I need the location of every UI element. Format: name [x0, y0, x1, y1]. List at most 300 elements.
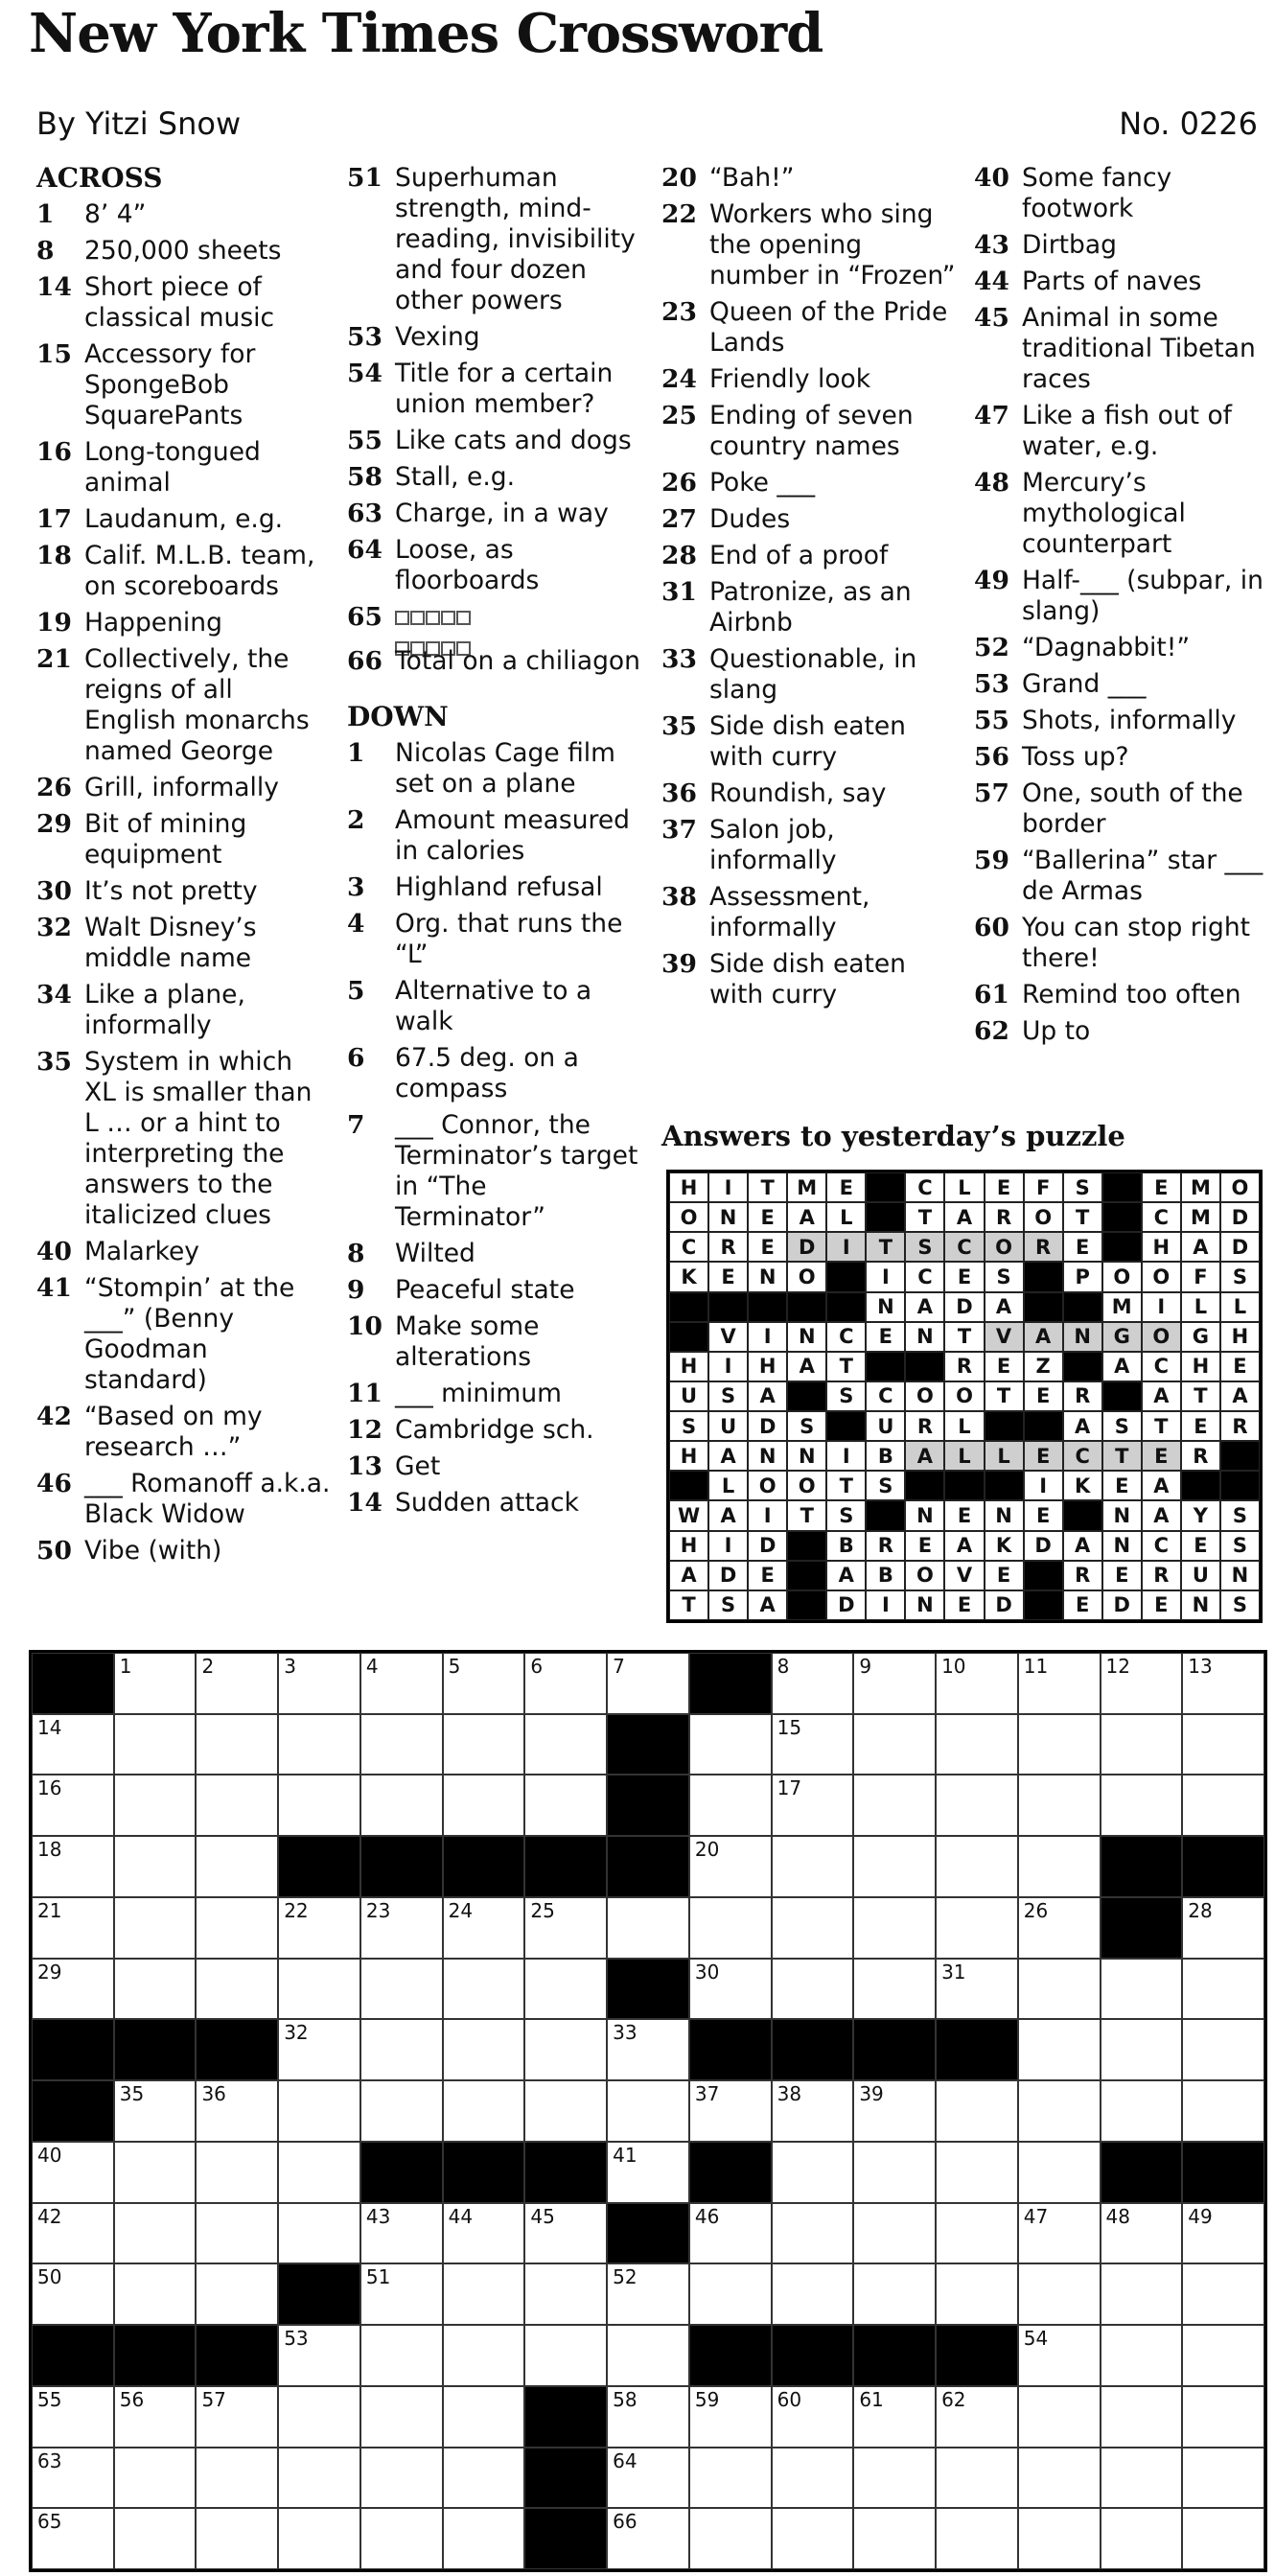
crossword-cell[interactable] — [443, 1653, 525, 1714]
clue-text: “Stompin’ at the ___” (Benny Goodman standard) — [84, 1273, 295, 1395]
crossword-cell[interactable] — [1018, 1775, 1101, 1836]
crossword-cell[interactable] — [1101, 2325, 1183, 2386]
answer-letter: U — [1181, 1561, 1220, 1590]
answer-letter: M — [1181, 1172, 1220, 1202]
crossword-cell[interactable] — [772, 1959, 854, 2020]
crossword-cell[interactable] — [1182, 1775, 1264, 1836]
crossword-cell[interactable] — [360, 1775, 443, 1836]
clue-text: Amount measured in calories — [395, 805, 630, 866]
crossword-cell[interactable] — [278, 1897, 360, 1959]
crossword-cell[interactable] — [1182, 1897, 1264, 1959]
crossword-cell[interactable] — [278, 2448, 360, 2509]
clue-number: 53 — [347, 322, 382, 352]
clue-item — [36, 876, 332, 907]
answer-letter: H — [669, 1441, 708, 1471]
answer-black-square — [826, 1262, 866, 1291]
crossword-cell[interactable] — [196, 2508, 278, 2569]
crossword-cell[interactable] — [853, 2263, 936, 2325]
crossword-cell[interactable] — [524, 1653, 607, 1714]
crossword-cell[interactable] — [114, 2508, 197, 2569]
crossword-cell[interactable] — [443, 1775, 525, 1836]
crossword-cell[interactable] — [1101, 2448, 1183, 2509]
crossword-cell[interactable] — [524, 1775, 607, 1836]
crossword-cell[interactable] — [524, 2019, 607, 2080]
clue-number: 25 — [661, 401, 697, 430]
answer-letter: E — [866, 1322, 905, 1352]
crossword-cell[interactable] — [1018, 1959, 1101, 2020]
answer-letter: L — [826, 1202, 866, 1232]
cell-number: 6 — [530, 1655, 544, 1678]
answer-black-square — [787, 1590, 826, 1620]
crossword-cell[interactable] — [1018, 2448, 1101, 2509]
crossword-cell[interactable] — [1101, 1714, 1183, 1775]
black-square — [278, 1836, 360, 1897]
crossword-cell[interactable] — [607, 1653, 689, 1714]
crossword-cell[interactable] — [278, 2142, 360, 2203]
crossword-cell[interactable] — [1101, 2508, 1183, 2569]
crossword-cell[interactable] — [607, 1897, 689, 1959]
crossword-cell[interactable] — [196, 1653, 278, 1714]
crossword-cell[interactable] — [443, 2080, 525, 2142]
clue-number: 6 — [347, 1043, 365, 1073]
clue-text: You can stop right there! — [1022, 913, 1251, 973]
crossword-cell[interactable] — [689, 2448, 772, 2509]
crossword-cell[interactable] — [689, 1959, 772, 2020]
clue-number: 11 — [347, 1379, 382, 1408]
crossword-cell[interactable] — [689, 1714, 772, 1775]
crossword-cell[interactable] — [278, 1775, 360, 1836]
crossword-cell[interactable] — [443, 2508, 525, 2569]
crossword-cell[interactable] — [443, 2019, 525, 2080]
crossword-cell[interactable] — [524, 1897, 607, 1959]
crossword-cell[interactable] — [196, 1714, 278, 1775]
crossword-cell[interactable] — [443, 1959, 525, 2020]
crossword-cell[interactable] — [1018, 2142, 1101, 2203]
crossword-cell[interactable] — [114, 1836, 197, 1897]
crossword-cell[interactable] — [1018, 1714, 1101, 1775]
crossword-cell[interactable] — [443, 2203, 525, 2264]
answer-letter: S — [669, 1411, 708, 1441]
answer-letter: A — [787, 1352, 826, 1381]
crossword-cell[interactable] — [32, 1836, 114, 1897]
cell-number: 33 — [613, 2021, 638, 2045]
answer-letter: I — [1142, 1292, 1181, 1322]
crossword-cell[interactable] — [32, 2142, 114, 2203]
crossword-cell[interactable] — [853, 2386, 936, 2448]
crossword-cell[interactable] — [360, 2508, 443, 2569]
crossword-cell[interactable] — [936, 2142, 1018, 2203]
clue-text: ___ minimum — [395, 1379, 562, 1408]
cell-number: 31 — [941, 1960, 966, 1984]
crossword-cell[interactable] — [278, 1959, 360, 2020]
crossword-cell[interactable] — [114, 2203, 197, 2264]
crossword-cell[interactable] — [607, 2448, 689, 2509]
crossword-cell[interactable] — [32, 1714, 114, 1775]
crossword-cell[interactable] — [772, 1714, 854, 1775]
crossword-cell[interactable] — [278, 1714, 360, 1775]
crossword-cell[interactable] — [524, 2203, 607, 2264]
crossword-cell[interactable] — [278, 2325, 360, 2386]
answer-letter: D — [1102, 1590, 1142, 1620]
clue-text: Like cats and dogs — [395, 426, 632, 455]
crossword-cell[interactable] — [114, 2386, 197, 2448]
clue-text: Mercury’s mythological counterpart — [1022, 468, 1186, 559]
answer-letter: L — [708, 1471, 748, 1500]
crossword-cell[interactable] — [524, 2080, 607, 2142]
crossword-cell[interactable] — [196, 1897, 278, 1959]
crossword-cell[interactable] — [853, 1653, 936, 1714]
clue-text: Workers who sing the opening number in “Frozen” — [709, 199, 956, 290]
crossword-cell[interactable] — [772, 2203, 854, 2264]
crossword-cell[interactable] — [772, 2142, 854, 2203]
crossword-cell[interactable] — [1182, 2019, 1264, 2080]
clue-number: 8 — [36, 236, 55, 266]
clue-text: Like a fish out of water, e.g. — [1022, 401, 1233, 461]
answer-letter: I — [1024, 1471, 1063, 1500]
answer-black-square — [826, 1292, 866, 1322]
crossword-cell[interactable] — [1101, 2386, 1183, 2448]
crossword-cell[interactable] — [936, 1836, 1018, 1897]
crossword-cell[interactable] — [772, 2386, 854, 2448]
crossword-cell[interactable] — [114, 1714, 197, 1775]
crossword-cell[interactable] — [360, 2080, 443, 2142]
crossword-cell[interactable] — [360, 1714, 443, 1775]
crossword-cell[interactable] — [1101, 2203, 1183, 2264]
crossword-cell[interactable] — [524, 2325, 607, 2386]
clue-item — [661, 711, 957, 773]
clue-number: 37 — [661, 815, 697, 845]
crossword-cell[interactable] — [689, 2080, 772, 2142]
clue-item — [661, 297, 957, 359]
crossword-cell[interactable] — [1101, 2080, 1183, 2142]
answer-letter: I — [866, 1262, 905, 1291]
answer-letter: L — [944, 1172, 984, 1202]
crossword-cell[interactable] — [772, 2448, 854, 2509]
crossword-cell[interactable] — [1018, 2386, 1101, 2448]
crossword-cell[interactable] — [607, 2325, 689, 2386]
crossword-cell[interactable] — [853, 2080, 936, 2142]
answer-letter: N — [1063, 1322, 1102, 1352]
crossword-cell[interactable] — [1018, 2203, 1101, 2264]
answer-letter: S — [985, 1262, 1024, 1291]
black-square — [936, 2325, 1018, 2386]
crossword-cell[interactable] — [443, 2263, 525, 2325]
crossword-cell[interactable] — [1018, 2080, 1101, 2142]
clue-item — [974, 706, 1269, 736]
clue-number: 55 — [974, 706, 1009, 735]
crossword-cell[interactable] — [772, 1897, 854, 1959]
clue-item — [347, 602, 642, 640]
crossword-cell[interactable] — [32, 1897, 114, 1959]
crossword-cell[interactable] — [772, 1836, 854, 1897]
crossword-cell[interactable] — [196, 2203, 278, 2264]
clue-text: Accessory for SpongeBob SquarePants — [84, 339, 256, 430]
crossword-cell[interactable] — [853, 2142, 936, 2203]
crossword-cell[interactable] — [32, 1959, 114, 2020]
crossword-cell[interactable] — [936, 1714, 1018, 1775]
crossword-cell[interactable] — [443, 2386, 525, 2448]
crossword-cell[interactable] — [689, 1775, 772, 1836]
crossword-cell[interactable] — [32, 2203, 114, 2264]
clue-item — [347, 976, 642, 1037]
cell-number: 52 — [613, 2265, 638, 2289]
crossword-cell[interactable] — [1101, 1653, 1183, 1714]
crossword-cell[interactable] — [443, 2448, 525, 2509]
answer-letter: S — [1220, 1500, 1260, 1530]
clue-item — [347, 1311, 642, 1373]
crossword-cell[interactable] — [32, 2508, 114, 2569]
clue-number: 28 — [661, 541, 697, 570]
cell-number: 43 — [365, 2204, 391, 2228]
crossword-cell[interactable] — [196, 2448, 278, 2509]
black-square — [689, 2019, 772, 2080]
crossword-cell[interactable] — [278, 2019, 360, 2080]
crossword-cell[interactable] — [607, 2142, 689, 2203]
answer-letter: A — [748, 1381, 787, 1411]
clue-number: 43 — [974, 230, 1009, 260]
crossword-cell[interactable] — [114, 1653, 197, 1714]
crossword-cell[interactable] — [1182, 2508, 1264, 2569]
answer-letter: T — [985, 1381, 1024, 1411]
answer-letter: N — [985, 1500, 1024, 1530]
crossword-cell[interactable] — [936, 2263, 1018, 2325]
crossword-cell[interactable] — [936, 2080, 1018, 2142]
answer-letter: N — [708, 1202, 748, 1232]
answer-letter: E — [708, 1262, 748, 1291]
crossword-cell[interactable] — [772, 2080, 854, 2142]
answer-black-square — [1102, 1381, 1142, 1411]
crossword-cell[interactable] — [114, 2142, 197, 2203]
cell-number: 60 — [777, 2387, 802, 2411]
crossword-cell[interactable] — [1018, 2508, 1101, 2569]
crossword-cell[interactable] — [114, 1959, 197, 2020]
crossword-cell[interactable] — [607, 2080, 689, 2142]
cell-number: 38 — [777, 2082, 802, 2106]
crossword-cell[interactable] — [114, 2263, 197, 2325]
crossword-cell[interactable] — [936, 1775, 1018, 1836]
answer-letter: W — [669, 1500, 708, 1530]
crossword-cell[interactable] — [278, 2080, 360, 2142]
clue-text: Side dish eaten with curry — [709, 949, 906, 1010]
answer-letter: E — [944, 1590, 984, 1620]
clue-item — [347, 1415, 642, 1446]
crossword-cell[interactable] — [936, 2386, 1018, 2448]
crossword-cell[interactable] — [196, 1836, 278, 1897]
answer-letter: I — [708, 1352, 748, 1381]
answer-letter: A — [1181, 1232, 1220, 1262]
crossword-cell[interactable] — [196, 2386, 278, 2448]
clue-item — [661, 815, 957, 876]
crossword-cell[interactable] — [936, 1959, 1018, 2020]
crossword-cell[interactable] — [360, 2386, 443, 2448]
clue-number: 62 — [974, 1016, 1009, 1046]
crossword-cell[interactable] — [360, 1897, 443, 1959]
crossword-cell[interactable] — [278, 2386, 360, 2448]
crossword-cell[interactable] — [1018, 2019, 1101, 2080]
black-square — [607, 2203, 689, 2264]
crossword-cell[interactable] — [360, 2448, 443, 2509]
black-square — [360, 1836, 443, 1897]
crossword-cell[interactable] — [772, 1775, 854, 1836]
answer-letter: E — [748, 1202, 787, 1232]
crossword-cell[interactable] — [1018, 1897, 1101, 1959]
crossword-cell[interactable] — [607, 2386, 689, 2448]
cell-number: 2 — [201, 1655, 215, 1678]
cell-number: 3 — [284, 1655, 296, 1678]
crossword-cell[interactable] — [689, 1897, 772, 1959]
crossword-cell[interactable] — [936, 1653, 1018, 1714]
crossword-cell[interactable] — [1182, 1714, 1264, 1775]
crossword-cell[interactable] — [196, 1959, 278, 2020]
answer-black-square — [1024, 1590, 1063, 1620]
crossword-cell[interactable] — [1182, 2263, 1264, 2325]
crossword-cell[interactable] — [114, 2448, 197, 2509]
crossword-cell[interactable] — [1182, 2203, 1264, 2264]
answer-letter: M — [787, 1172, 826, 1202]
crossword-cell[interactable] — [689, 2203, 772, 2264]
crossword-cell[interactable] — [853, 2508, 936, 2569]
answer-letter: O — [905, 1381, 944, 1411]
crossword-cell[interactable] — [853, 1775, 936, 1836]
clue-item — [974, 633, 1269, 663]
crossword-cell[interactable] — [524, 2263, 607, 2325]
answer-letter: R — [1063, 1561, 1102, 1590]
crossword-cell[interactable] — [853, 1836, 936, 1897]
answer-black-square — [866, 1202, 905, 1232]
crossword-cell[interactable] — [1182, 2386, 1264, 2448]
answer-letter: L — [985, 1441, 1024, 1471]
crossword-cell[interactable] — [196, 2080, 278, 2142]
crossword-cell[interactable] — [936, 1897, 1018, 1959]
crossword-cell[interactable] — [360, 1959, 443, 2020]
across-clues-part-1 — [36, 199, 332, 1566]
clue-item — [661, 199, 957, 291]
answer-letter: O — [787, 1471, 826, 1500]
crossword-cell[interactable] — [114, 2080, 197, 2142]
crossword-cell[interactable] — [1018, 2263, 1101, 2325]
crossword-cell[interactable] — [1018, 1836, 1101, 1897]
crossword-cell[interactable] — [936, 2508, 1018, 2569]
answer-black-square — [1220, 1441, 1260, 1471]
crossword-cell[interactable] — [360, 2019, 443, 2080]
crossword-cell[interactable] — [114, 1897, 197, 1959]
crossword-cell[interactable] — [32, 2263, 114, 2325]
crossword-cell[interactable] — [1101, 2019, 1183, 2080]
crossword-cell[interactable] — [772, 2508, 854, 2569]
crossword-cell[interactable] — [689, 2263, 772, 2325]
crossword-cell[interactable] — [1182, 2325, 1264, 2386]
answer-letter: R — [1220, 1411, 1260, 1441]
clue-text: Questionable, in slang — [709, 644, 917, 705]
crossword-cell[interactable] — [32, 1775, 114, 1836]
crossword-cell[interactable] — [114, 1775, 197, 1836]
crossword-cell[interactable] — [32, 2448, 114, 2509]
clue-item — [347, 738, 642, 800]
crossword-cell[interactable] — [278, 1653, 360, 1714]
crossword-cell[interactable] — [607, 2508, 689, 2569]
crossword-cell[interactable] — [689, 2508, 772, 2569]
crossword-cell[interactable] — [360, 2263, 443, 2325]
crossword-cell[interactable] — [443, 1897, 525, 1959]
cell-number: 20 — [694, 1838, 720, 1862]
answer-letter: E — [985, 1561, 1024, 1590]
answer-letter: R — [944, 1352, 984, 1381]
clue-number: 36 — [661, 778, 697, 808]
crossword-cell[interactable] — [1101, 1959, 1183, 2020]
crossword-cell[interactable] — [689, 1836, 772, 1897]
clue-number: 1 — [36, 199, 55, 229]
across-heading: ACROSS — [36, 162, 163, 194]
crossword-cell[interactable] — [607, 2263, 689, 2325]
crossword-cell[interactable] — [278, 2203, 360, 2264]
crossword-cell[interactable] — [853, 1897, 936, 1959]
black-square — [360, 2142, 443, 2203]
cell-number: 37 — [694, 2082, 720, 2106]
crossword-cell[interactable] — [853, 2203, 936, 2264]
answer-letter: E — [905, 1531, 944, 1561]
cell-number: 10 — [941, 1655, 966, 1678]
crossword-cell[interactable] — [689, 2386, 772, 2448]
crossword-cell[interactable] — [1018, 2325, 1101, 2386]
crossword-cell[interactable] — [772, 1653, 854, 1714]
crossword-cell[interactable] — [772, 2263, 854, 2325]
answer-letter: M — [1181, 1202, 1220, 1232]
answer-letter: S — [1220, 1262, 1260, 1291]
crossword-cell[interactable] — [936, 2203, 1018, 2264]
crossword-cell[interactable] — [524, 1714, 607, 1775]
crossword-cell[interactable] — [853, 2448, 936, 2509]
answer-letter: E — [1220, 1352, 1260, 1381]
black-square — [1182, 2142, 1264, 2203]
crossword-cell[interactable] — [196, 2142, 278, 2203]
clue-item — [36, 504, 332, 535]
crossword-cell[interactable] — [443, 2325, 525, 2386]
crossword-cell[interactable] — [1182, 2080, 1264, 2142]
crossword-cell[interactable] — [1182, 2448, 1264, 2509]
crossword-cell[interactable] — [607, 2019, 689, 2080]
clue-text: Short piece of classical music — [84, 272, 275, 333]
crossword-cell[interactable] — [853, 1959, 936, 2020]
crossword-cell[interactable] — [443, 1714, 525, 1775]
answer-letter: A — [1142, 1500, 1181, 1530]
crossword-cell[interactable] — [360, 2325, 443, 2386]
crossword-cell[interactable] — [360, 1653, 443, 1714]
answer-black-square — [748, 1292, 787, 1322]
clue-number: 49 — [974, 566, 1009, 595]
crossword-cell[interactable] — [196, 1775, 278, 1836]
crossword-cell[interactable] — [853, 1714, 936, 1775]
crossword-cell[interactable] — [1101, 1775, 1183, 1836]
clue-item — [661, 949, 957, 1010]
crossword-cell[interactable] — [196, 2263, 278, 2325]
crossword-cell[interactable] — [524, 1959, 607, 2020]
crossword-cell[interactable] — [1018, 1653, 1101, 1714]
answer-black-square — [669, 1322, 708, 1352]
clue-number: 22 — [661, 199, 697, 229]
clue-text: Nicolas Cage film set on a plane — [395, 738, 615, 799]
answer-letter: D — [1220, 1232, 1260, 1262]
crossword-cell[interactable] — [1182, 1653, 1264, 1714]
crossword-cell[interactable] — [936, 2448, 1018, 2509]
crossword-cell[interactable] — [32, 2386, 114, 2448]
answer-letter: U — [708, 1411, 748, 1441]
crossword-cell[interactable] — [278, 2508, 360, 2569]
crossword-cell[interactable] — [1182, 1959, 1264, 2020]
crossword-cell[interactable] — [360, 2203, 443, 2264]
answer-letter: E — [985, 1352, 1024, 1381]
cell-number: 50 — [37, 2265, 62, 2289]
crossword-cell[interactable] — [1101, 2263, 1183, 2325]
